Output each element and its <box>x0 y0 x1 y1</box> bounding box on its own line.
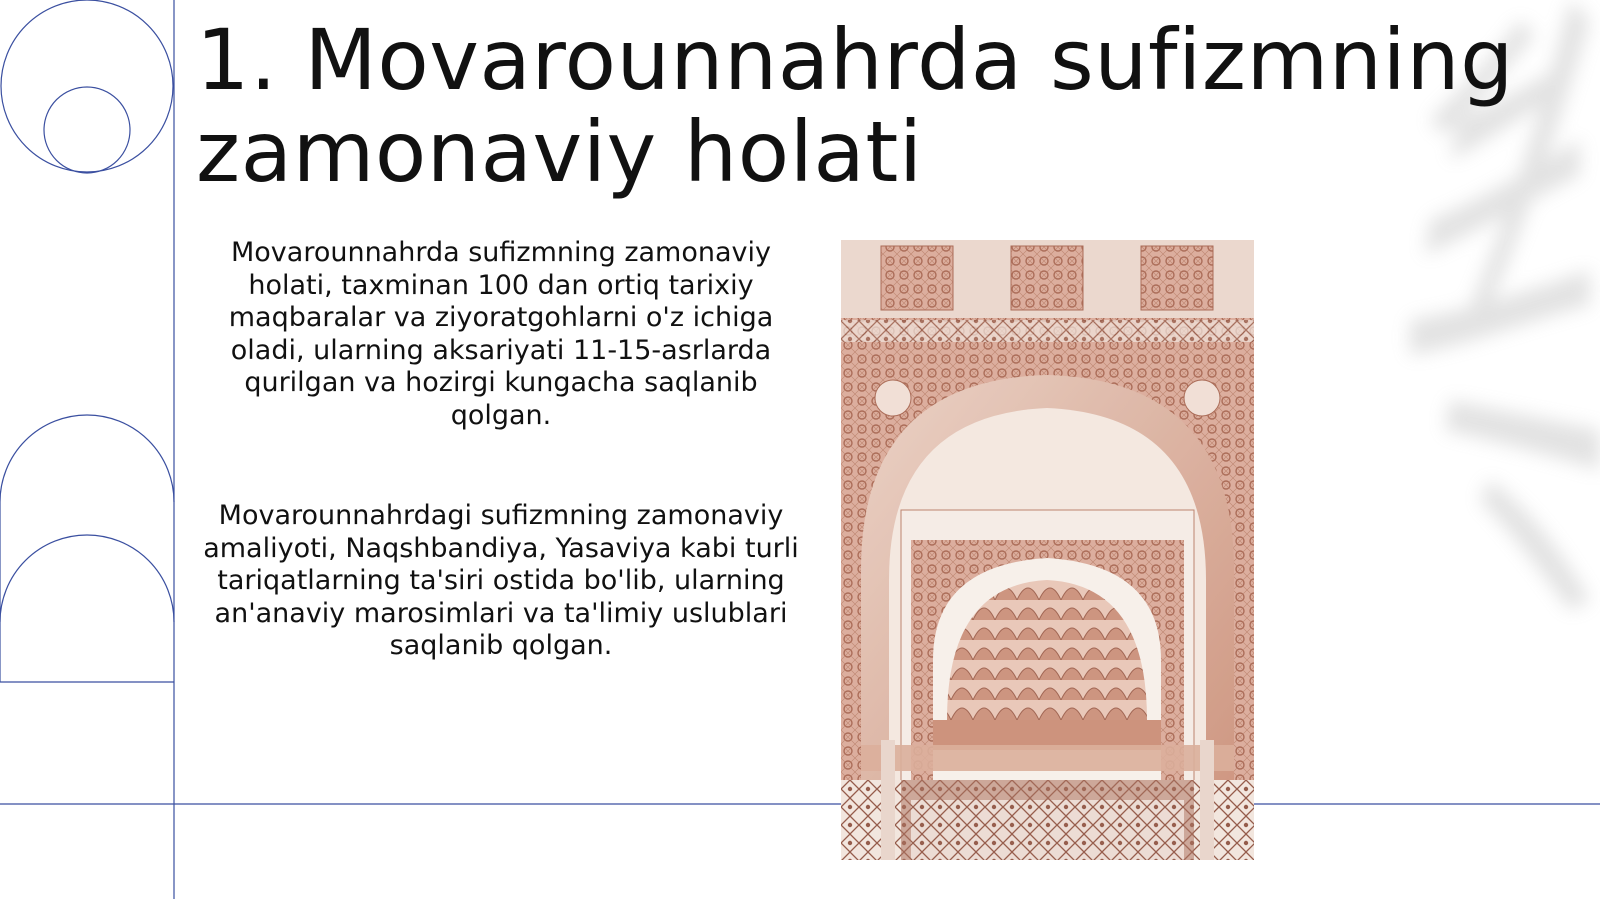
arch-photo <box>841 240 1254 860</box>
body-paragraph-1: Movarounnahrda sufizmning zamonaviy holati, taxminan 100 dan ortiq tarixiy maqbaralar va ziyoratgohlarni o'z ichiga oladi, ularning aksariyati 11-15-asrlarda qurilgan va hozirgi kungacha saqlanib qolgan. <box>228 237 774 431</box>
body-paragraph-2: Movarounnahrdagi sufizmning zamonaviy amaliyoti, Naqshbandiya, Yasaviya kabi turli tariqatlarning ta'siri ostida bo'lib, ularning an'anaviy marosimlari va ta'limiy uslublari saqlanib qolgan. <box>203 500 799 661</box>
slide-title <box>196 11 1576 201</box>
title-line-1: 1. Movarounnahrda sufizmning <box>196 11 1514 109</box>
title-line-2: zamonaviy holati <box>196 103 923 201</box>
